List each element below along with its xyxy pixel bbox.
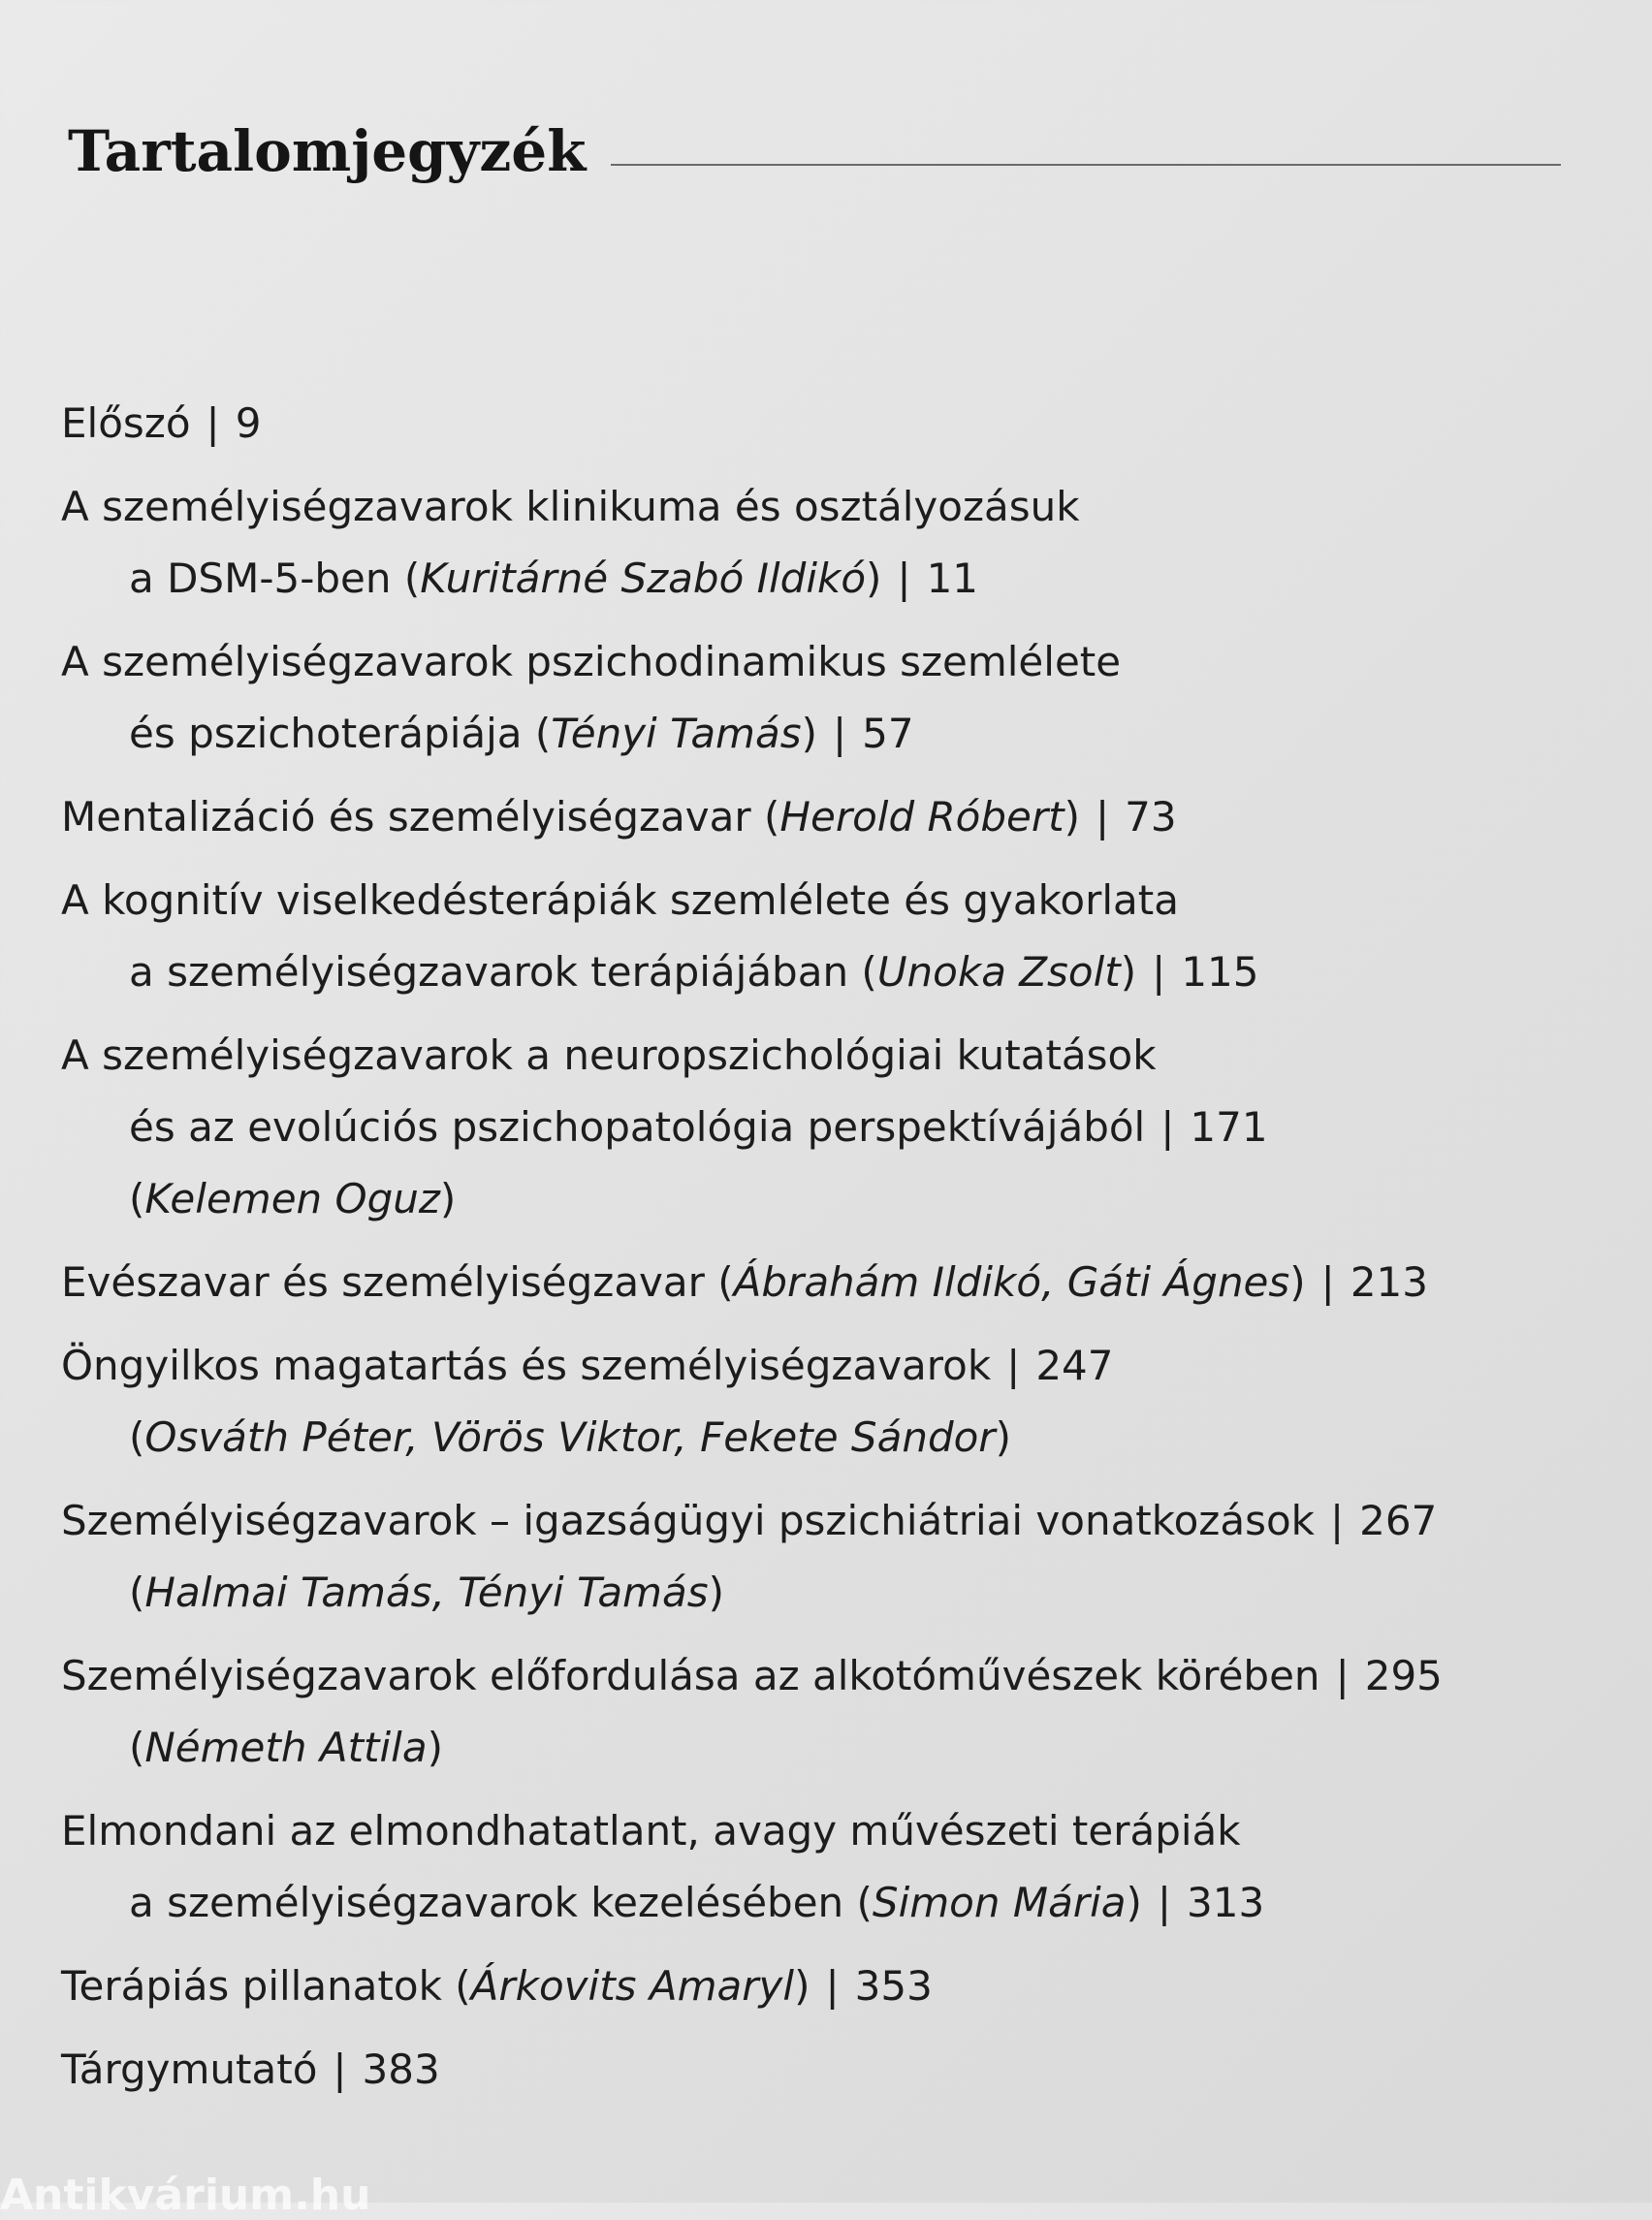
- page-number: 313: [1187, 1879, 1265, 1926]
- entry-title: Öngyilkos magatartás és személyiségzavarok: [61, 1342, 992, 1389]
- entry-title: A személyiségzavarok pszichodinamikus szemlélete: [61, 638, 1122, 685]
- entry-title: A személyiségzavarok klinikuma és osztályozásuk: [61, 483, 1080, 530]
- entry-author: Ábrahám Ildikó, Gáti Ágnes: [733, 1258, 1290, 1306]
- separator: |: [1335, 1652, 1350, 1699]
- page-number: 213: [1350, 1258, 1428, 1306]
- page-number: 353: [854, 1962, 933, 2010]
- entry-author: Árkovits Amaryl: [470, 1962, 795, 2010]
- entry-title: Elmondani az elmondhatatlant, avagy művészeti terápiák: [61, 1807, 1241, 1855]
- toc-entry-forensic: [61, 1485, 1573, 1629]
- separator: |: [206, 399, 220, 447]
- title-rule: [611, 164, 1561, 166]
- separator: |: [1095, 793, 1110, 840]
- entry-title-cont: a személyiségzavarok kezelésében (: [129, 1879, 873, 1926]
- toc-entry-psychodynamic: [61, 626, 1573, 770]
- toc-entry-eating: [61, 1247, 1573, 1318]
- toc-entry-art-therapy: [61, 1795, 1573, 1939]
- entry-author: Unoka Zsolt: [876, 948, 1121, 996]
- toc-entry-cognitive: [61, 865, 1573, 1008]
- paren-close: ): [1126, 1879, 1142, 1926]
- entry-title-cont: a személyiségzavarok terápiájában (: [129, 948, 877, 996]
- paren-close: ): [801, 710, 817, 757]
- page-number: 73: [1125, 793, 1177, 840]
- paren-close: ): [866, 555, 882, 602]
- paren-close: ): [794, 1962, 810, 2010]
- paren-close: ): [439, 1175, 457, 1222]
- entry-author: Osváth Péter, Vörös Viktor, Fekete Sándor: [144, 1413, 996, 1461]
- page-number: 295: [1364, 1652, 1443, 1699]
- page-number: 57: [862, 710, 914, 757]
- page-number: 267: [1359, 1497, 1438, 1544]
- toc-entry-foreword: [61, 388, 1573, 460]
- paren-close: ): [1064, 793, 1080, 840]
- entry-author: Tényi Tamás: [551, 710, 802, 757]
- separator: |: [1152, 948, 1166, 996]
- entry-title: Terápiás pillanatok (: [61, 1962, 471, 2010]
- entry-title-cont: a DSM-5-ben (: [129, 555, 421, 602]
- entry-author: Halmai Tamás, Tényi Tamás: [144, 1569, 709, 1616]
- separator: |: [1320, 1258, 1335, 1306]
- page-number: 171: [1190, 1103, 1268, 1151]
- toc-entry-mentalization: [61, 781, 1573, 853]
- entry-title: Személyiségzavarok előfordulása az alkotóművészek körében: [61, 1652, 1320, 1699]
- page-number: 11: [926, 555, 979, 602]
- entry-title-cont: és pszichoterápiája (: [129, 710, 552, 757]
- page-number: 9: [235, 399, 262, 447]
- page-number: 115: [1181, 948, 1259, 996]
- entry-title: Tárgymutató: [61, 2046, 318, 2093]
- heading-row: [68, 102, 1561, 184]
- toc-entry-clinical: [61, 471, 1573, 615]
- entry-author: Németh Attila: [144, 1724, 428, 1771]
- paren-close: ): [995, 1413, 1011, 1461]
- entry-author: Simon Mária: [872, 1879, 1127, 1926]
- entry-title: Mentalizáció és személyiségzavar (: [61, 793, 780, 840]
- separator: |: [825, 1962, 840, 2010]
- entry-title: Evészavar és személyiségzavar (: [61, 1258, 734, 1306]
- paren-close: ): [708, 1569, 724, 1616]
- separator: |: [1160, 1103, 1175, 1151]
- table-of-contents: [61, 388, 1573, 2117]
- entry-title: Előszó: [61, 399, 191, 447]
- paren-open: (: [129, 1724, 145, 1771]
- toc-entry-suicide: [61, 1330, 1573, 1474]
- separator: |: [1329, 1497, 1345, 1544]
- separator: |: [832, 710, 847, 757]
- page-number: 383: [362, 2046, 440, 2093]
- paren-close: ): [1120, 948, 1137, 996]
- entry-title-cont: és az evolúciós pszichopatológia perspektívájából: [129, 1103, 1146, 1151]
- paren-open: (: [129, 1175, 145, 1222]
- page-number: 247: [1035, 1342, 1114, 1389]
- entry-author: Kuritárné Szabó Ildikó: [420, 555, 867, 602]
- entry-title: A kognitív viselkedésterápiák szemlélete és gyakorlata: [61, 876, 1179, 924]
- watermark-text: Antikvárium.hu: [0, 2171, 371, 2220]
- separator: |: [1157, 1879, 1172, 1926]
- separator: |: [897, 555, 911, 602]
- paren-open: (: [129, 1413, 145, 1461]
- entry-author: Herold Róbert: [779, 793, 1064, 840]
- toc-entry-therapeutic-moments: [61, 1950, 1573, 2022]
- entry-author: Kelemen Oguz: [144, 1175, 440, 1222]
- page-title: Tartalomjegyzék: [68, 118, 587, 184]
- separator: |: [333, 2046, 347, 2093]
- toc-entry-neuropsych: [61, 1020, 1573, 1235]
- toc-entry-artists: [61, 1640, 1573, 1784]
- entry-title: Személyiségzavarok – igazságügyi pszichiátriai vonatkozások: [61, 1497, 1315, 1544]
- paren-close: ): [1289, 1258, 1306, 1306]
- entry-title: A személyiségzavarok a neuropszichológiai kutatások: [61, 1031, 1157, 1079]
- paren-open: (: [129, 1569, 145, 1616]
- toc-entry-index: [61, 2034, 1573, 2106]
- separator: |: [1006, 1342, 1021, 1389]
- paren-close: ): [427, 1724, 443, 1771]
